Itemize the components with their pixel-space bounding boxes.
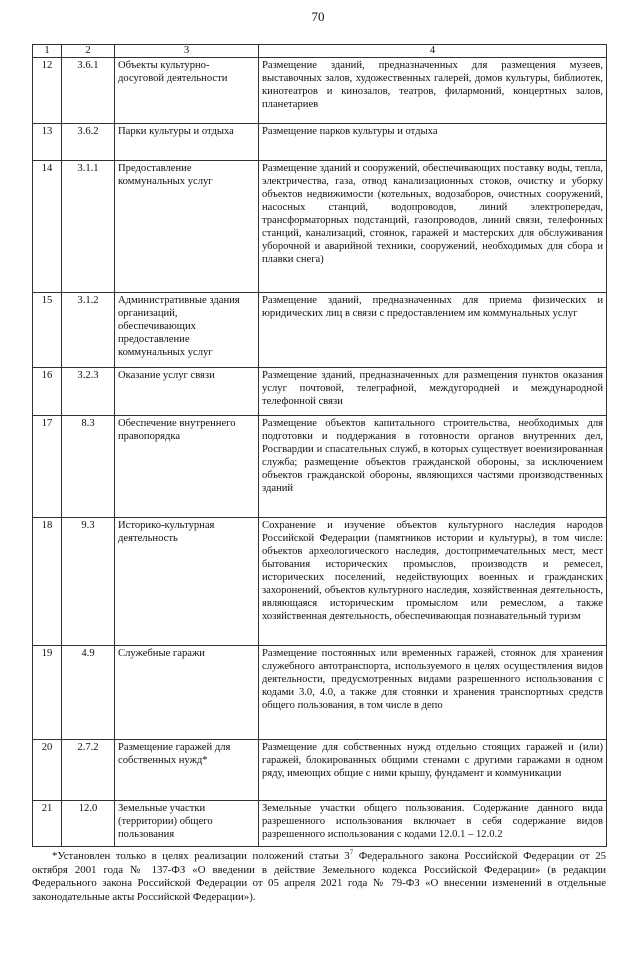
row-description: Размещение для собственных нужд отдельно стоящих гаражей и (или) гаражей, блокированных общими стенами с другими гаражами в одном ряду, имеющих общие с ними крышу, фундамент и коммуникации: [259, 740, 607, 801]
row-name: Земельные участки (территории) общего пользования: [115, 801, 259, 847]
table-row: [33, 518, 607, 646]
row-code: 3.6.1: [62, 58, 115, 124]
row-number: 20: [33, 740, 62, 801]
row-code: 3.6.2: [62, 124, 115, 161]
footnote-superscript: 7: [349, 848, 354, 857]
row-description: Размещение зданий, предназначенных для размещения музеев, выставочных залов, художественных галерей, домов культуры, библиотек, кинотеатров и кинозалов, театров, филармоний, концертных залов, планетариев: [259, 58, 607, 124]
row-number: 14: [33, 161, 62, 293]
row-description: Размещение парков культуры и отдыха: [259, 124, 607, 161]
row-name: Административные здания организаций, обеспечивающих предоставление коммунальных услуг: [115, 293, 259, 368]
header-col-2: 2: [62, 45, 115, 58]
row-code: 4.9: [62, 646, 115, 740]
row-name: Историко-культурная деятельность: [115, 518, 259, 646]
row-name: Служебные гаражи: [115, 646, 259, 740]
row-description: Размещение объектов капитального строительства, необходимых для подготовки и поддержания в готовности органов внутренних дел, Росгвардии и спасательных служб, в которых существует военизированная служба; размещение объектов гражданской обороны, за исключением объектов гражданской обороны, являющихся частями производственных зданий: [259, 416, 607, 518]
row-number: 21: [33, 801, 62, 847]
row-description: Земельные участки общего пользования. Содержание данного вида разрешенного использования включает в себя содержание видов разрешенного использования с кодами 12.0.1 – 12.0.2: [259, 801, 607, 847]
row-description: Размещение постоянных или временных гаражей, стоянок для хранения служебного автотранспорта, используемого в целях осуществления видов деятельности, предусмотренных видами разрешенного использования с кодами 3.0, 4.0, а также для стоянки и хранения транспортных средств общего пользования, в том числе в депо: [259, 646, 607, 740]
table-row: [33, 293, 607, 368]
table-row: [33, 161, 607, 293]
row-number: 16: [33, 368, 62, 416]
table-row: [33, 740, 607, 801]
table-header-row: [33, 45, 607, 58]
table-row: [33, 58, 607, 124]
row-name: Оказание услуг связи: [115, 368, 259, 416]
table-row: [33, 801, 607, 847]
row-description: Размещение зданий, предназначенных для приема физических и юридических лиц в связи с предоставлением им коммунальных услуг: [259, 293, 607, 368]
table-row: [33, 416, 607, 518]
table-row: [33, 368, 607, 416]
row-code: 3.1.2: [62, 293, 115, 368]
land-use-table: [32, 44, 607, 847]
row-number: 19: [33, 646, 62, 740]
table-row: [33, 124, 607, 161]
row-description: Размещение зданий, предназначенных для размещения пунктов оказания услуг почтовой, телеграфной, междугородней и международной телефонной связи: [259, 368, 607, 416]
row-number: 18: [33, 518, 62, 646]
header-col-3: 3: [115, 45, 259, 58]
footnote-text-start: *Установлен только в целях реализации положений статьи 3: [52, 850, 350, 862]
row-number: 13: [33, 124, 62, 161]
row-description: Сохранение и изучение объектов культурного наследия народов Российской Федерации (памятников истории и культуры), в том числе: объектов археологического наследия, достопримечательных мест, мест бытования исторических промыслов, производств и ремесел, исторических поселений, недействующих военных и гражданских захоронений, объектов культурного наследия, хозяйственная деятельность, являющаяся историческим промыслом или ремеслом, а также хозяйственная деятельность, обеспечивающая познавательный туризм: [259, 518, 607, 646]
row-description: Размещение зданий и сооружений, обеспечивающих поставку воды, тепла, электричества, газа, отвод канализационных стоков, очистку и уборку объектов недвижимости (котельных, водозаборов, очистных сооружений, насосных станций, водопроводов, линий электропередач, трансформаторных подстанций, газопроводов, линий связи, телефонных станций, канализаций, стоянок, гаражей и мастерских для обслуживания уборочной и аварийной техники, сооружений, необходимых для сбора и плавки снега): [259, 161, 607, 293]
table-row: [33, 646, 607, 740]
footnote: [32, 850, 606, 904]
row-name: Размещение гаражей для собственных нужд*: [115, 740, 259, 801]
row-name: Предоставление коммунальных услуг: [115, 161, 259, 293]
row-code: 3.1.1: [62, 161, 115, 293]
row-code: 12.0: [62, 801, 115, 847]
page-number: 70: [311, 9, 325, 24]
row-code: 2.7.2: [62, 740, 115, 801]
row-number: 15: [33, 293, 62, 368]
row-code: 3.2.3: [62, 368, 115, 416]
header-col-1: 1: [33, 45, 62, 58]
row-number: 17: [33, 416, 62, 518]
row-name: Парки культуры и отдыха: [115, 124, 259, 161]
header-col-4: 4: [259, 45, 607, 58]
footnote-text-end: Федерального закона Российской Федерации от 25 октября 2001 года № 137-ФЗ «О введении в действие Земельного кодекса Российской Федерации» (в редакции Федерального закона Российской Федерации от 05 апреля 2021 года № 79-ФЗ «О внесении изменений в отдельные законодательные акты Российской Федерации»).: [32, 850, 607, 903]
row-code: 9.3: [62, 518, 115, 646]
row-name: Обеспечение внутреннего правопорядка: [115, 416, 259, 518]
row-name: Объекты культурно-досуговой деятельности: [115, 58, 259, 124]
row-code: 8.3: [62, 416, 115, 518]
row-number: 12: [33, 58, 62, 124]
